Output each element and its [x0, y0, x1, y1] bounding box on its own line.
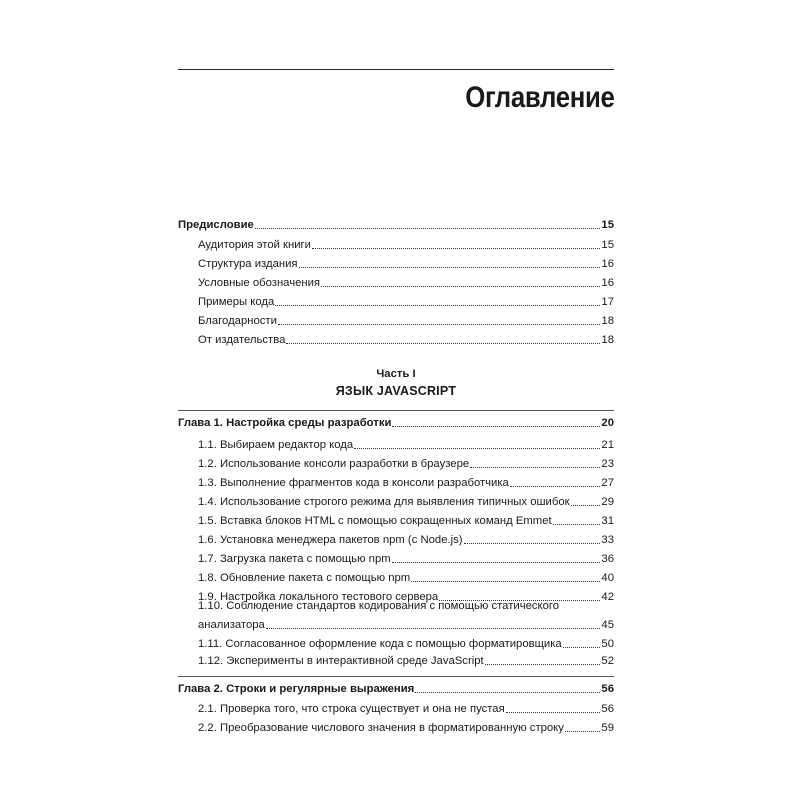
toc-entry-label: Аудитория этой книги [198, 238, 311, 251]
toc-entry-label: Структура издания [198, 257, 298, 270]
dot-leader [506, 712, 601, 713]
toc-page-number: 40 [601, 571, 614, 584]
toc-page-number: 18 [601, 333, 614, 346]
toc-entry-label: 1.5. Вставка блоков HTML с помощью сокращенных команд Emmet [198, 514, 552, 527]
section-divider [178, 410, 614, 411]
toc-entry[interactable] [178, 652, 614, 668]
dot-leader [392, 562, 601, 563]
dot-leader [415, 692, 600, 693]
toc-entry[interactable] [178, 719, 614, 735]
toc-entry-label: 2.2. Преобразование числового значения в форматированную строку [198, 721, 564, 734]
dot-leader [286, 343, 600, 344]
dot-leader [411, 581, 600, 582]
toc-entry-label: 1.1. Выбираем редактор кода [198, 438, 354, 451]
toc-entry[interactable] [178, 550, 614, 566]
toc-entry-label: Глава 1. Настройка среды разработки [178, 417, 392, 429]
toc-page-number: 36 [601, 552, 614, 565]
toc-entry[interactable] [178, 531, 614, 547]
header-rule [178, 69, 614, 70]
toc-page-number: 16 [601, 257, 614, 270]
toc-entry-label: Благодарности [198, 314, 277, 327]
toc-entry-chapter-1[interactable] [178, 414, 614, 430]
toc-page-number: 20 [601, 417, 614, 429]
dot-leader [354, 448, 600, 449]
toc-page-number: 15 [601, 219, 614, 231]
toc-entry-label: 1.7. Загрузка пакета с помощью npm [198, 552, 391, 565]
toc-entry-label: Глава 2. Строки и регулярные выражения [178, 683, 415, 695]
dot-leader [565, 731, 601, 732]
dot-leader [510, 486, 601, 487]
page-title: Оглавление [464, 81, 614, 114]
toc-page-number: 50 [601, 637, 614, 650]
dot-leader [321, 286, 600, 287]
toc-entry[interactable] [178, 700, 614, 716]
toc-page-number: 17 [601, 295, 614, 308]
part-number: Часть I [376, 368, 416, 380]
dot-leader [278, 324, 601, 325]
toc-page-number: 16 [601, 276, 614, 289]
toc-page-number: 23 [601, 457, 614, 470]
part-title: ЯЗЫК JAVASCRIPT [335, 384, 457, 398]
toc-entry-label: 1.9. Настройка локального тестового сервера [198, 590, 439, 603]
dot-leader [392, 426, 600, 427]
toc-entry-chapter-2[interactable] [178, 680, 614, 696]
dot-leader [266, 628, 601, 629]
toc-entry-label: 1.12. Эксперименты в интерактивной среде JavaScript [198, 654, 484, 667]
toc-entry-label: 1.8. Обновление пакета с помощью npm [198, 571, 411, 584]
toc-entry-label: 1.10. Соблюдение стандартов кодирования с помощью статического [198, 600, 560, 612]
section-divider [178, 676, 614, 677]
toc-entry[interactable] [178, 274, 614, 290]
toc-page [178, 0, 614, 800]
toc-entry[interactable] [178, 436, 614, 452]
toc-page-number: 42 [601, 590, 614, 603]
toc-entry[interactable] [178, 293, 614, 309]
toc-entry-label: 2.1. Проверка того, что строка существует и она не пустая [198, 702, 505, 715]
toc-page-number: 59 [601, 721, 614, 734]
dot-leader [255, 228, 601, 229]
toc-entry-label: 1.6. Установка менеджера пакетов npm (с Node.js) [198, 533, 463, 546]
toc-entry[interactable] [178, 512, 614, 528]
toc-entry-continuation[interactable] [178, 616, 614, 632]
toc-entry[interactable] [178, 474, 614, 490]
toc-page-number: 45 [601, 618, 614, 631]
toc-page-number: 18 [601, 314, 614, 327]
toc-entry[interactable] [178, 331, 614, 347]
toc-entry-label: анализатора [198, 618, 265, 631]
toc-page-number: 56 [601, 702, 614, 715]
toc-entry-label: От издательства [198, 333, 286, 346]
dot-leader [464, 543, 601, 544]
toc-page-number: 21 [601, 438, 614, 451]
toc-entry-wrapped[interactable] [178, 599, 614, 615]
toc-entry[interactable] [178, 635, 614, 651]
toc-entry-label: 1.11. Согласованное оформление кода с помощью форматировщика [198, 637, 562, 650]
toc-page-number: 27 [601, 476, 614, 489]
toc-page-number: 31 [601, 514, 614, 527]
toc-page-number: 52 [601, 654, 614, 667]
toc-entry[interactable] [178, 455, 614, 471]
dot-leader [553, 524, 601, 525]
toc-entry-label: Условные обозначения [198, 276, 321, 289]
toc-entry-preface[interactable] [178, 216, 614, 232]
dot-leader [275, 305, 600, 306]
toc-page-number: 56 [601, 683, 614, 695]
dot-leader [299, 267, 601, 268]
dot-leader [470, 467, 600, 468]
toc-entry[interactable] [178, 312, 614, 328]
toc-entry-label: 1.4. Использование строгого режима для выявления типичных ошибок [198, 495, 570, 508]
toc-entry[interactable] [178, 569, 614, 585]
toc-page-number: 15 [601, 238, 614, 251]
toc-page-number: 29 [601, 495, 614, 508]
toc-entry[interactable] [178, 236, 614, 252]
toc-entry-label: Предисловие [178, 219, 254, 231]
toc-entry-label: 1.2. Использование консоли разработки в браузере [198, 457, 470, 470]
dot-leader [312, 248, 600, 249]
dot-leader [485, 664, 601, 665]
dot-leader [563, 647, 601, 648]
toc-entry-label: 1.3. Выполнение фрагментов кода в консоли разработчика [198, 476, 509, 489]
toc-entry[interactable] [178, 255, 614, 271]
dot-leader [571, 505, 601, 506]
toc-page-number: 33 [601, 533, 614, 546]
toc-entry-label: Примеры кода [198, 295, 275, 308]
toc-entry[interactable] [178, 493, 614, 509]
